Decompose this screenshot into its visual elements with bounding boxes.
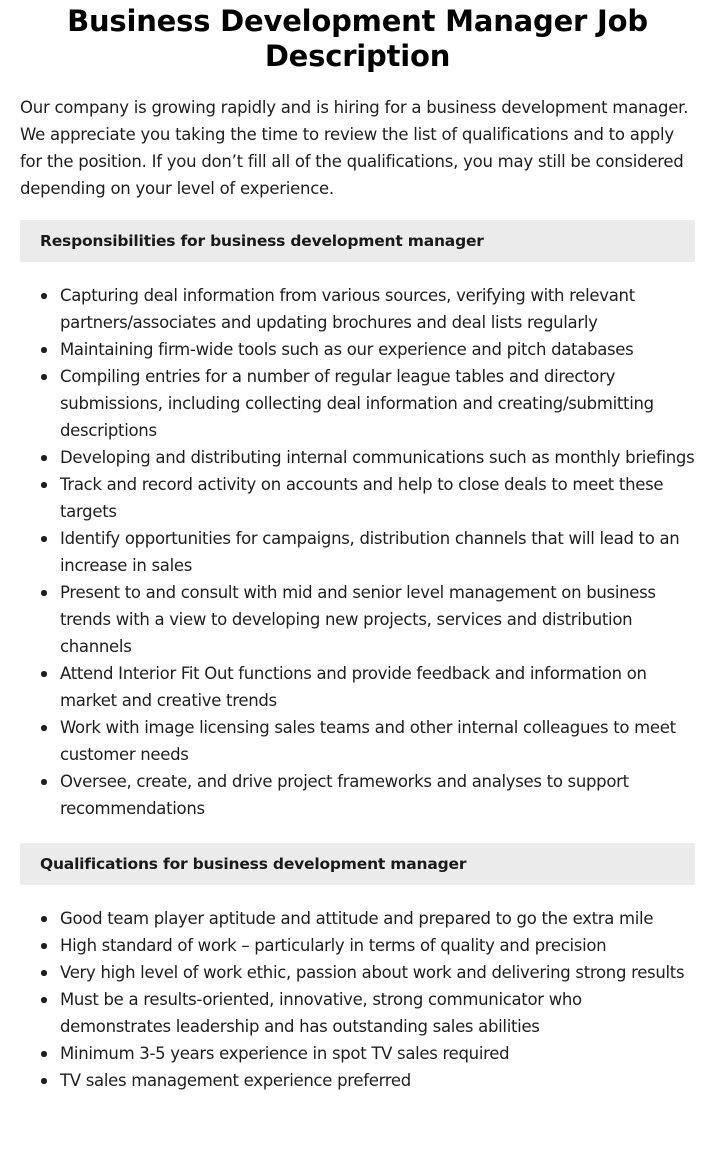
bullet-icon [41,943,47,949]
bullet-icon [41,671,47,677]
list-item [60,444,695,471]
list-item [60,660,695,714]
bullet-icon [41,347,47,353]
list-item-text: Developing and distributing internal communications such as monthly briefings [60,448,695,467]
list-item [60,932,695,959]
list-item-text: Very high level of work ethic, passion about work and delivering strong results [60,963,685,982]
list-item [60,1067,695,1094]
bullet-icon [41,779,47,785]
bullet-icon [41,482,47,488]
list-item [60,282,695,336]
responsibilities-heading: Responsibilities for business development manager [20,220,695,262]
list-item [60,905,695,932]
list-item-text: Identify opportunities for campaigns, distribution channels that will lead to an increase in sales [60,529,680,575]
bullet-icon [41,1051,47,1057]
list-item [60,525,695,579]
list-item [60,1040,695,1067]
bullet-icon [41,916,47,922]
bullet-icon [41,293,47,299]
list-item-text: Oversee, create, and drive project frameworks and analyses to support recommendations [60,772,629,818]
list-item [60,336,695,363]
list-item-text: Present to and consult with mid and senior level management on business trends with a view to developing new projects, services and distribution channels [60,583,656,656]
list-item [60,714,695,768]
list-item [60,986,695,1040]
list-item-text: Maintaining firm-wide tools such as our experience and pitch databases [60,340,634,359]
bullet-icon [41,997,47,1003]
qualifications-list [20,905,695,1094]
list-item-text: Track and record activity on accounts and help to close deals to meet these targets [60,475,664,521]
responsibilities-list [20,282,695,822]
list-item-text: TV sales management experience preferred [60,1071,411,1090]
intro-paragraph: Our company is growing rapidly and is hiring for a business development manager. We appreciate you taking the time to review the list of qualifications and to apply for the position. If you don’t fill all of the qualifications, you may still be considered depending on your level of experience. [20,98,689,198]
list-item-text: Compiling entries for a number of regular league tables and directory submissions, including collecting deal information and creating/submitting descriptions [60,367,654,440]
list-item-text: Must be a results-oriented, innovative, strong communicator who demonstrates leadership and has outstanding sales abilities [60,990,582,1036]
list-item-text: Capturing deal information from various sources, verifying with relevant partners/associates and updating brochures and deal lists regularly [60,286,635,332]
list-item-text: Minimum 3-5 years experience in spot TV sales required [60,1044,510,1063]
list-item-text: Good team player aptitude and attitude and prepared to go the extra mile [60,909,654,928]
bullet-icon [41,1078,47,1084]
list-item-text: High standard of work – particularly in terms of quality and precision [60,936,607,955]
list-item [60,579,695,660]
list-item-text: Attend Interior Fit Out functions and provide feedback and information on market and creative trends [60,664,647,710]
bullet-icon [41,374,47,380]
list-item [60,768,695,822]
bullet-icon [41,536,47,542]
qualifications-section [20,843,695,1094]
list-item-text: Work with image licensing sales teams and other internal colleagues to meet customer needs [60,718,676,764]
list-item [60,363,695,444]
qualifications-heading: Qualifications for business development manager [20,843,695,885]
bullet-icon [41,970,47,976]
responsibilities-section [20,220,695,822]
bullet-icon [41,590,47,596]
bullet-icon [41,455,47,461]
list-item [60,959,695,986]
list-item [60,471,695,525]
page-title: Business Development Manager Job Description [67,4,648,73]
bullet-icon [41,725,47,731]
